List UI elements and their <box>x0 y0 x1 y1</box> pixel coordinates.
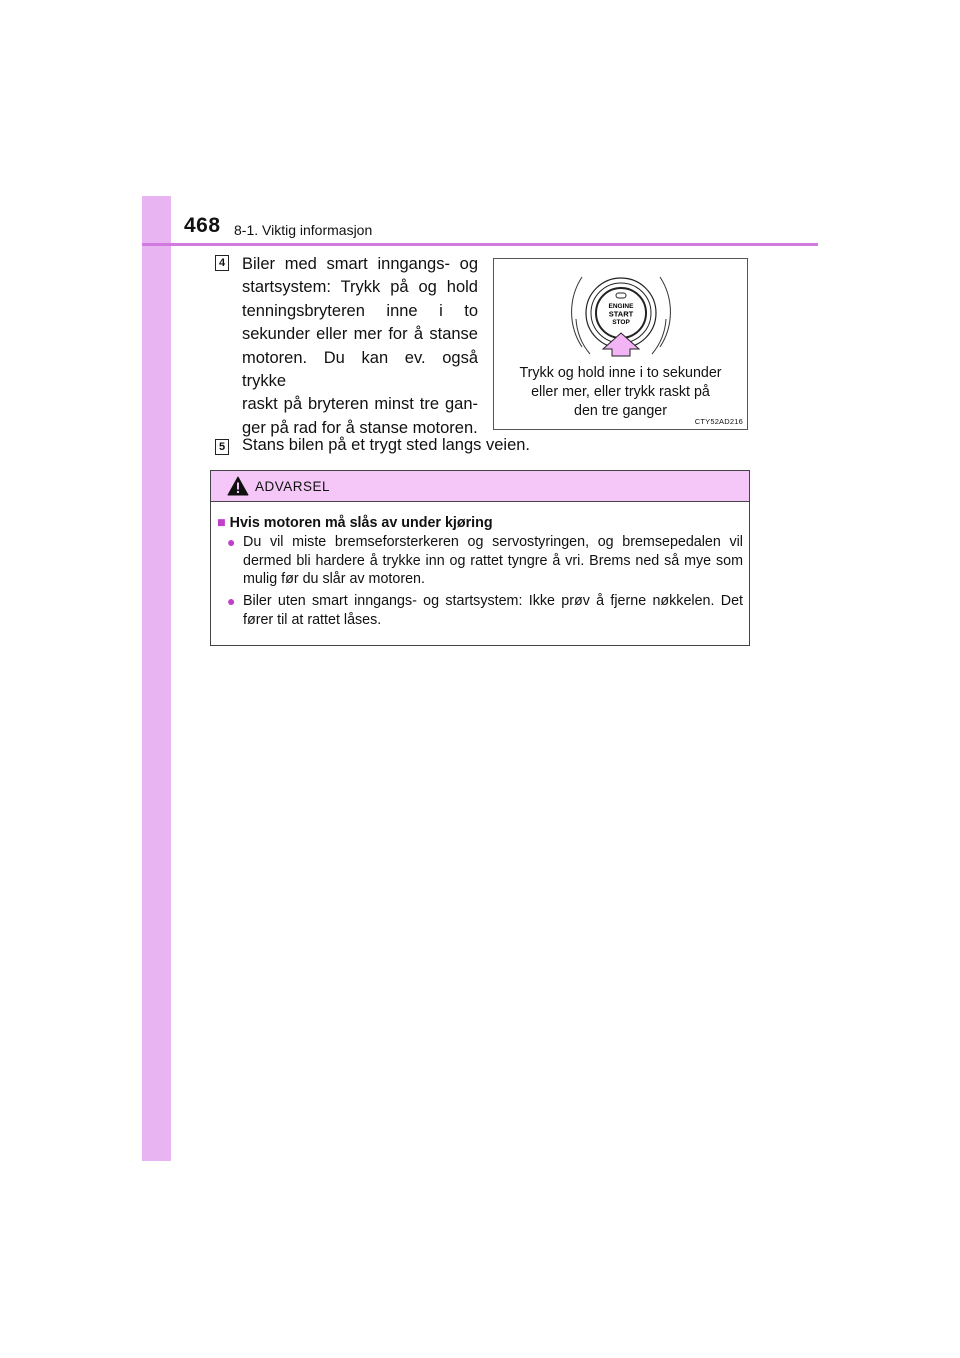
figure-caption-line: den tre ganger <box>574 403 667 419</box>
step-4-line: Biler med smart inngangs- og <box>242 255 478 273</box>
warning-heading <box>217 515 493 531</box>
press-arc-left-outer <box>572 277 582 347</box>
page-number: 468 <box>184 214 221 237</box>
bullet-dot-icon: ● <box>227 534 236 550</box>
warning-triangle-icon <box>227 476 249 496</box>
step-4-line: raskt på bryteren minst tre gan- <box>242 395 478 414</box>
step-4-line: tenningsbryteren inne i to <box>242 301 478 320</box>
warning-heading-text: Hvis motoren må slås av under kjøring <box>229 515 493 531</box>
engine-button-figure <box>493 258 748 430</box>
chapter-side-tab <box>142 196 171 1161</box>
step-5-text: Stans bilen på et trygt sted langs veien. <box>242 436 531 454</box>
figure-caption-line: Trykk og hold inne i to sekunder <box>519 365 722 381</box>
warning-box <box>210 470 750 646</box>
step-4-line: motoren. Du kan ev. også trykke <box>242 348 478 391</box>
step-number-4: 4 <box>215 255 229 271</box>
section-title: 8-1. Viktig informasjon <box>234 222 373 238</box>
button-label-line: STOP <box>612 319 630 326</box>
heading-square-icon: ■ <box>217 515 226 531</box>
bullet-dot-icon: ● <box>227 593 236 609</box>
figure-caption-line: eller mer, eller trykk raskt på <box>531 384 710 400</box>
warning-bullet-text: Biler uten smart inngangs- og startsystem: Ikke prøv å fjerne nøkkelen. Det fører til at rattet låses. <box>243 593 743 628</box>
figure-code: CTY52AD216 <box>694 417 743 426</box>
warning-header <box>211 471 749 502</box>
button-label-line: ENGINE <box>608 303 634 310</box>
step-number-5: 5 <box>215 439 229 455</box>
figure-caption <box>494 364 747 421</box>
warning-label: ADVARSEL <box>255 479 331 494</box>
header-rule <box>142 243 818 246</box>
step-4-text <box>242 253 478 440</box>
step-4-line: sekunder eller mer for å stanse <box>242 325 478 344</box>
warning-bullet <box>227 592 743 629</box>
warning-bullet <box>227 533 743 589</box>
button-label-line: START <box>608 309 634 319</box>
press-arc-right-outer <box>660 277 670 347</box>
step-4-line: ger på rad for å stanse motoren. <box>242 418 478 437</box>
step-4-line: startsystem: Trykk på og hold <box>242 278 478 297</box>
warning-bullet-text: Du vil miste bremseforsterkeren og servostyringen, og bremsepedalen vil dermed bli hardere å trykke inn og rattet tyngre å vri. Brems ned så mye som mulig før du slår av motoren. <box>243 534 743 587</box>
